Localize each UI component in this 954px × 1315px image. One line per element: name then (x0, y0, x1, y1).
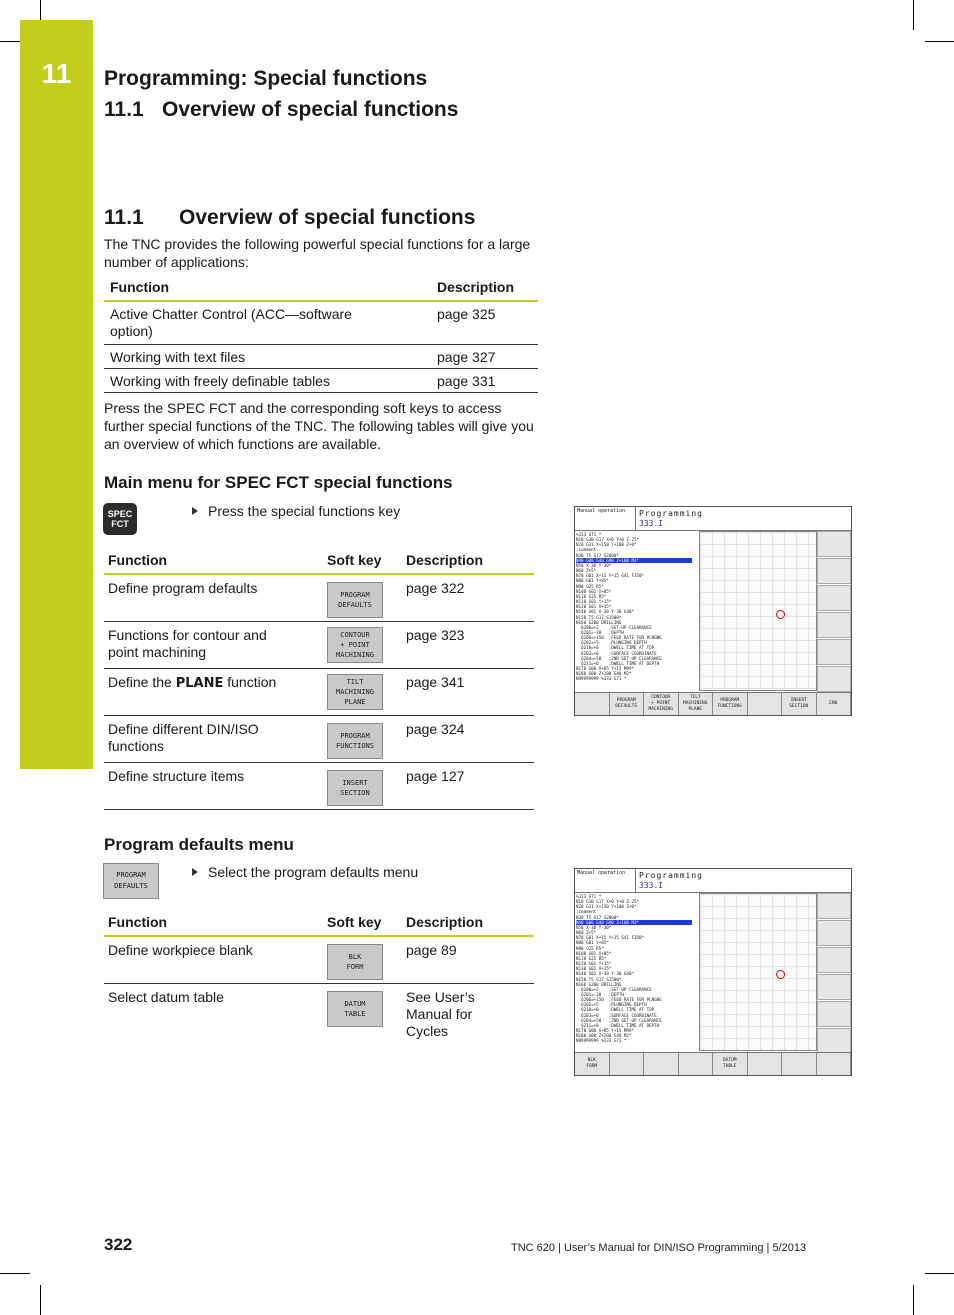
code-line: N170 G00 X+85 Y+15 M99* (576, 666, 634, 672)
defaults-menu-table (104, 909, 534, 1046)
code-line: N110 G25 R5* (576, 593, 607, 599)
screen-softkey (575, 1053, 610, 1075)
table-cell: Define structure items (108, 767, 245, 784)
table-cell: Define program defaults (108, 580, 258, 596)
section-title: Overview of special functions (179, 206, 476, 229)
plane-keyword: PLANE (175, 675, 224, 691)
softkey-label: SECTION (340, 788, 370, 797)
softkey-label: FUNCTIONS (336, 741, 374, 750)
step-instruction (192, 864, 418, 880)
program-defaults-key-icon (103, 863, 159, 899)
code-line: N100 G01 X+85* (576, 588, 612, 594)
code-line: N60 Z+5* (576, 568, 597, 574)
code-line: N130 G01 X+15* (576, 966, 612, 972)
running-header-section-number: 11.1 (104, 98, 144, 121)
code-line: Q200=+2 ;SET-UP CLEARANCE (576, 624, 652, 630)
code-line: Q202=+5 ;PLUNGING DEPTH (576, 1002, 647, 1008)
softkey-tilt-plane (327, 674, 383, 710)
code-line: Q203=+0 ;SURFACE COORDINATE (576, 1012, 657, 1018)
table-cell: page 324 (406, 720, 465, 737)
table-cell: page 323 (406, 626, 465, 643)
code-line: N50 X-30 Y-30* (576, 924, 612, 930)
screen-softkey (748, 1053, 783, 1075)
program-code (576, 532, 692, 682)
cell-text: function (223, 673, 277, 690)
screen-softkey-label: + POINT (651, 701, 671, 706)
code-line: N50 X-30 Y-30* (576, 562, 612, 568)
vertical-softkeys (817, 531, 851, 693)
mode-title: Programming (639, 871, 703, 880)
program-file: 333.I (639, 881, 664, 890)
code-line: N170 G00 X+85 Y+15 M99* (576, 1028, 634, 1034)
running-header-title: Programming: Special functions (104, 67, 428, 90)
screen-softkey-label: CONTOUR (651, 695, 671, 700)
screen-softkey (782, 693, 817, 715)
softkey-label: + POINT (340, 640, 370, 649)
code-line: N70 G01 X+15 Y+15 G41 F350* (576, 935, 645, 941)
horizontal-softkeys (575, 1052, 851, 1075)
table-header: Soft key (327, 913, 382, 930)
code-line: N20 G31 X+150 Y+100 Z+0* (576, 542, 637, 548)
code-line: ;comment (576, 909, 597, 915)
code-line: N150 T5 G17 S1500* (576, 614, 622, 620)
code-line: N180 G00 Z+200 G40 M2* (576, 671, 632, 677)
table-cell: Working with freely definable tables (110, 372, 330, 389)
code-line: N120 G01 Y+15* (576, 599, 612, 605)
code-line: N80 G01 Y+85* (576, 940, 609, 946)
screen-softkey (610, 693, 645, 715)
table-cell: page 325 (437, 306, 496, 322)
code-line: N180 G00 Z+200 G40 M2* (576, 1033, 632, 1039)
table-cell: Select datum table (108, 988, 224, 1005)
softkey-label: DATUM (344, 999, 366, 1008)
running-header-section (104, 98, 458, 122)
screen-softkey (817, 1053, 852, 1075)
screen-softkey (575, 693, 610, 715)
screen-softkey (782, 1053, 817, 1075)
table-cell: page 127 (406, 767, 465, 784)
screen-softkey (817, 693, 852, 715)
softkey-label: PROGRAM (340, 731, 370, 740)
mode-title: Programming (639, 509, 703, 518)
tnc-screenshot-main-menu (574, 506, 852, 716)
screen-softkey (713, 693, 748, 715)
operating-mode: Manual operation (577, 870, 626, 876)
running-header-section-title: Overview of special functions (162, 98, 459, 121)
code-line: Q206=+150 ;FEED RATE FOR PLNGNG (576, 635, 662, 641)
softkey-datum-table (327, 991, 383, 1027)
crop-mark (40, 1285, 41, 1315)
softkey-label: BLK (348, 953, 362, 961)
code-line: N20 G31 X+150 Y+100 Z+0* (576, 904, 637, 910)
code-line: N140 G01 X-30 Y-30 G40* (576, 609, 634, 615)
table-cell: Define different DIN/ISO functions (108, 720, 259, 754)
operating-mode: Manual operation (577, 508, 626, 514)
screen-header (575, 507, 851, 531)
crop-mark (40, 0, 41, 20)
arrow-icon (192, 868, 198, 876)
screen-softkey (644, 693, 679, 715)
table-cell (104, 668, 327, 715)
code-line: N10 G30 G17 X+0 Y+0 Z-25* (576, 537, 640, 543)
footer-text: TNC 620 | User’s Manual for DIN/ISO Programming | 5/2013 (511, 1242, 807, 1254)
table-header: Description (406, 913, 484, 930)
screen-softkey-label: END (829, 701, 838, 706)
softkey-contour-point (327, 627, 383, 663)
softkey-program-functions (327, 723, 383, 759)
code-line: N30 T5 G17 S2000* (576, 914, 619, 920)
code-line: N110 G25 R5* (576, 955, 607, 961)
code-line: N160 G200 DRILLING (576, 619, 622, 625)
table-header: Soft key (327, 551, 382, 568)
code-line: Q211=+0 ;DWELL TIME AT DEPTH (576, 660, 660, 666)
screen-softkey-label: DATUM (722, 1058, 737, 1063)
softkey-label: DEFAULTS (338, 601, 372, 609)
code-line: Q200=+2 ;SET-UP CLEARANCE (576, 986, 652, 992)
softkey-label: PROGRAM (116, 871, 146, 879)
code-line: N40 G00 G40 G90 Z+100 M3* (576, 920, 692, 925)
screen-softkey-label: PROGRAM (720, 698, 740, 703)
program-file: 333.I (639, 519, 664, 528)
code-line: N70 G01 X+15 Y+15 G41 F350* (576, 573, 645, 579)
code-line: Q204=+50 ;2ND SET-UP CLEARANCE (576, 655, 662, 661)
code-line: N100 G01 X+85* (576, 950, 612, 956)
code-line: Q201=-30 ;DEPTH (576, 629, 624, 635)
screen-softkey-label: PLANE (688, 707, 703, 712)
vertical-softkeys (817, 893, 851, 1055)
crosshair-icon (776, 970, 785, 979)
code-line: N90 G25 R5* (576, 945, 604, 951)
special-functions-table (104, 274, 538, 393)
table-cell: page 89 (406, 942, 457, 958)
code-line: Q203=+0 ;SURFACE COORDINATE (576, 650, 657, 656)
table-cell: Working with text files (110, 348, 246, 365)
code-line: N160 G200 DRILLING (576, 981, 622, 987)
table-cell: page 331 (437, 372, 496, 389)
screen-softkey-label: BLK (587, 1058, 596, 1063)
arrow-icon (192, 507, 198, 515)
step-text: Press the special functions key (208, 503, 401, 519)
crop-mark (0, 1273, 30, 1274)
code-line: N120 G01 Y+15* (576, 961, 612, 967)
table-header: Description (437, 278, 515, 295)
code-line: %333 G71 * (576, 532, 602, 537)
code-line: %333 G71 * (576, 894, 602, 899)
code-line: Q210=+0 ;DWELL TIME AT TOP (576, 645, 655, 651)
page-number: 322 (104, 1235, 133, 1254)
cell-text: Define the (108, 673, 176, 690)
code-line: N150 T5 G17 S1500* (576, 976, 622, 982)
screen-softkey-label: TILT (689, 695, 701, 700)
softkey-label: DEFAULTS (114, 882, 148, 890)
table-cell: See User’s Manual for Cycles (406, 988, 475, 1039)
screen-softkey-label: TABLE (722, 1064, 737, 1069)
crop-mark (925, 41, 954, 42)
softkey-blk-form (327, 944, 383, 980)
screen-softkey (610, 1053, 645, 1075)
step-text: Select the program defaults menu (208, 864, 419, 880)
crop-mark (925, 1273, 954, 1274)
softkey-label: PROGRAM (340, 591, 370, 599)
screen-softkey (679, 693, 714, 715)
main-menu-heading: Main menu for SPEC FCT special functions (104, 473, 453, 492)
crop-mark (0, 41, 20, 42)
screen-header (575, 869, 851, 893)
table-cell: page 327 (437, 348, 496, 365)
code-line: N10 G30 G17 X+0 Y+0 Z-25* (576, 899, 640, 905)
code-line: N130 G01 X+15* (576, 604, 612, 610)
tnc-screenshot-defaults-menu (574, 868, 852, 1076)
code-line: N60 Z+5* (576, 930, 597, 936)
code-line: ;comment (576, 547, 597, 553)
screen-softkey (713, 1053, 748, 1075)
chapter-tab (20, 20, 93, 769)
table-cell: page 322 (406, 580, 465, 596)
defaults-menu-heading: Program defaults menu (104, 835, 294, 854)
intro-paragraph: The TNC provides the following powerful special functions for a large number of applications: (104, 236, 531, 270)
table-cell: page 341 (406, 673, 465, 690)
main-menu-table (104, 547, 534, 810)
programming-mode (635, 869, 850, 892)
spec-fct-key-icon (103, 503, 137, 535)
code-line: N30 T5 G17 S2000* (576, 552, 619, 558)
softkey-label: INSERT (342, 778, 368, 787)
section-number: 11.1 (104, 206, 144, 229)
screen-softkey-label: MACHINING (683, 701, 708, 706)
code-line: Q202=+5 ;PLUNGING DEPTH (576, 640, 647, 646)
screen-softkey-label: FORM (586, 1064, 598, 1069)
code-line: N80 G01 Y+85* (576, 578, 609, 584)
graphics-window (699, 893, 817, 1051)
table-cell: Define workpiece blank (108, 942, 253, 958)
crop-mark (913, 1285, 914, 1315)
code-line: N140 G01 X-30 Y-30 G40* (576, 971, 634, 977)
softkey-label: MACHINING (336, 650, 374, 659)
code-line: N99999999 %333 G71 * (576, 676, 627, 682)
table-header: Function (110, 278, 170, 295)
screen-softkey-label: SECTION (789, 704, 809, 709)
code-line: Q201=-20 ;DEPTH (576, 991, 624, 997)
softkey-program-defaults (327, 582, 383, 618)
screen-softkey (748, 693, 783, 715)
table-cell: Functions for contour and point machining (108, 626, 267, 660)
softkey-label: TILT (346, 677, 364, 686)
softkey-label: CONTOUR (340, 630, 370, 639)
program-code (576, 894, 692, 1044)
code-line: Q210=+0 ;DWELL TIME AT TOP (576, 1007, 655, 1013)
code-line: N99999999 %333 G71 * (576, 1038, 627, 1044)
chapter-number: 11 (41, 58, 72, 89)
key-label: FCT (111, 519, 129, 529)
screen-softkey-label: PROGRAM (616, 698, 636, 703)
softkey-label: PLANE (344, 697, 366, 706)
code-line: N90 G25 R5* (576, 583, 604, 589)
screen-softkey-label: DEFAULTS (615, 704, 638, 709)
key-label: SPEC (107, 509, 133, 519)
horizontal-softkeys (575, 692, 851, 715)
crosshair-icon (776, 610, 785, 619)
code-line: Q206=+150 ;FEED RATE FOR PLNGNG (576, 997, 662, 1003)
softkey-insert-section (327, 770, 383, 806)
code-line: Q204=+50 ;2ND SET-UP CLEARANCE (576, 1017, 662, 1023)
code-line: Q211=+0 ;DWELL TIME AT DEPTH (576, 1022, 660, 1028)
spec-fct-paragraph: Press the SPEC FCT and the corresponding soft keys to access further special functions of the TNC. The following tables will give you an overview of which functions are available. (104, 400, 534, 452)
programming-mode (635, 507, 850, 530)
softkey-label: FORM (346, 963, 364, 971)
screen-softkey-label: FUNCTIONS (717, 704, 742, 709)
table-header: Function (108, 913, 168, 930)
softkey-label: TABLE (344, 1009, 366, 1018)
table-cell: Active Chatter Control (ACC—software option) (110, 306, 352, 339)
table-header: Function (108, 551, 168, 568)
code-line: N40 G00 G40 G90 Z+100 M3* (576, 558, 692, 563)
table-header: Description (406, 551, 484, 568)
screen-softkey (679, 1053, 714, 1075)
graphics-window (699, 531, 817, 691)
step-instruction (192, 503, 400, 519)
screen-softkey (644, 1053, 679, 1075)
section-heading (104, 206, 475, 230)
screen-softkey-label: INSERT (790, 698, 807, 703)
softkey-label: MACHINING (336, 687, 374, 696)
screen-softkey-label: MACHINING (648, 707, 673, 712)
crop-mark (913, 0, 914, 30)
